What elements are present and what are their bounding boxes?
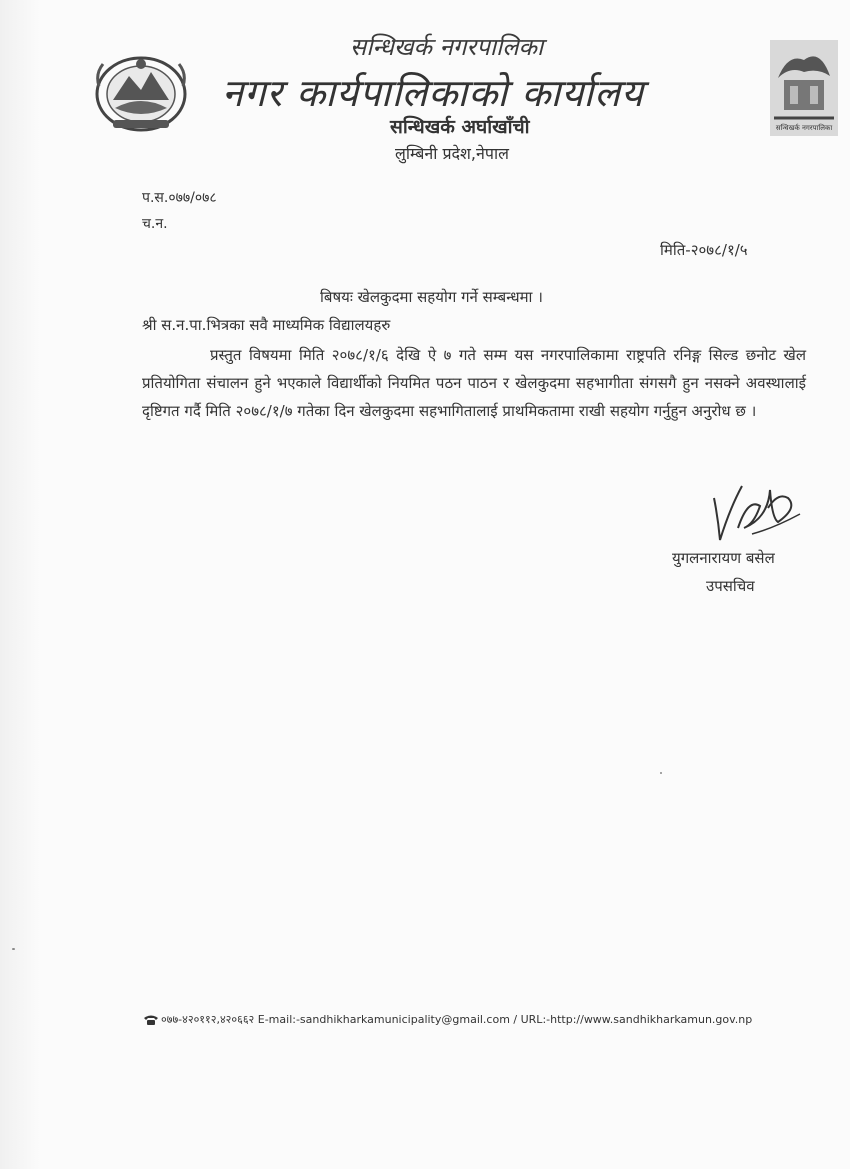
municipality-logo-icon [768,38,840,138]
reference-number: प.स.०७७/०७८ [142,190,217,206]
office-location: सन्धिखर्क अर्घाखाँची [390,116,530,138]
signatory-name: युगलनारायण बसेल [672,549,775,567]
scan-edge-shadow [0,0,40,1169]
side-logo-caption: सन्धिखर्क नगरपालिका [775,124,833,132]
footer-contact-text: ०७७-४२०११२,४२०६६२ E-mail:-sandhikharkamunicipality@gmail.com / URL:-http://www.sandhikharkamun.gov.np [161,1013,753,1026]
letter-date: मिति-२०७८/१/५ [660,241,748,259]
dispatch-number: च.न. [142,216,168,232]
handwritten-signature [708,478,804,548]
letter-recipient: श्री स.न.पा.भित्रका सवै माध्यमिक विद्यालयहरु [142,316,391,334]
government-emblem-icon [93,50,189,132]
letter-body: प्रस्तुत विषयमा मिति २०७८/१/६ देखि ऐ ७ गते सम्म यस नगरपालिकामा राष्ट्रपति रनिङ्ग सिल्ड छनोट खेल प्रतियोगिता संचालन हुने भएकाले विद्यार्थीको नियमित पठन पाठन र खेलकुदमा सहभागीता संगसगै हुन नसक्ने अवस्थालाई दृष्टिगत गर्दै मिति २०७८/१/७ गतेका दिन खेलकुदमा सहभागितालाई प्राथमिकतामा राखी सहयोग गर्नुहुन अनुरोध छ । [142,346,806,420]
office-province: लुम्बिनी प्रदेश,नेपाल [395,144,509,163]
signatory-title: उपसचिव [706,577,755,595]
footer-contact [143,1012,783,1027]
office-title: नगर कार्यपालिकाको कार्यालय [222,71,645,115]
scan-speck [12,948,15,950]
municipality-name: सन्धिखर्क नगरपालिका [350,33,544,61]
phone-icon [143,1014,159,1026]
letter-subject: बिषयः खेलकुदमा सहयोग गर्ने सम्बन्धमा । [320,288,543,306]
scan-speck [660,772,662,774]
